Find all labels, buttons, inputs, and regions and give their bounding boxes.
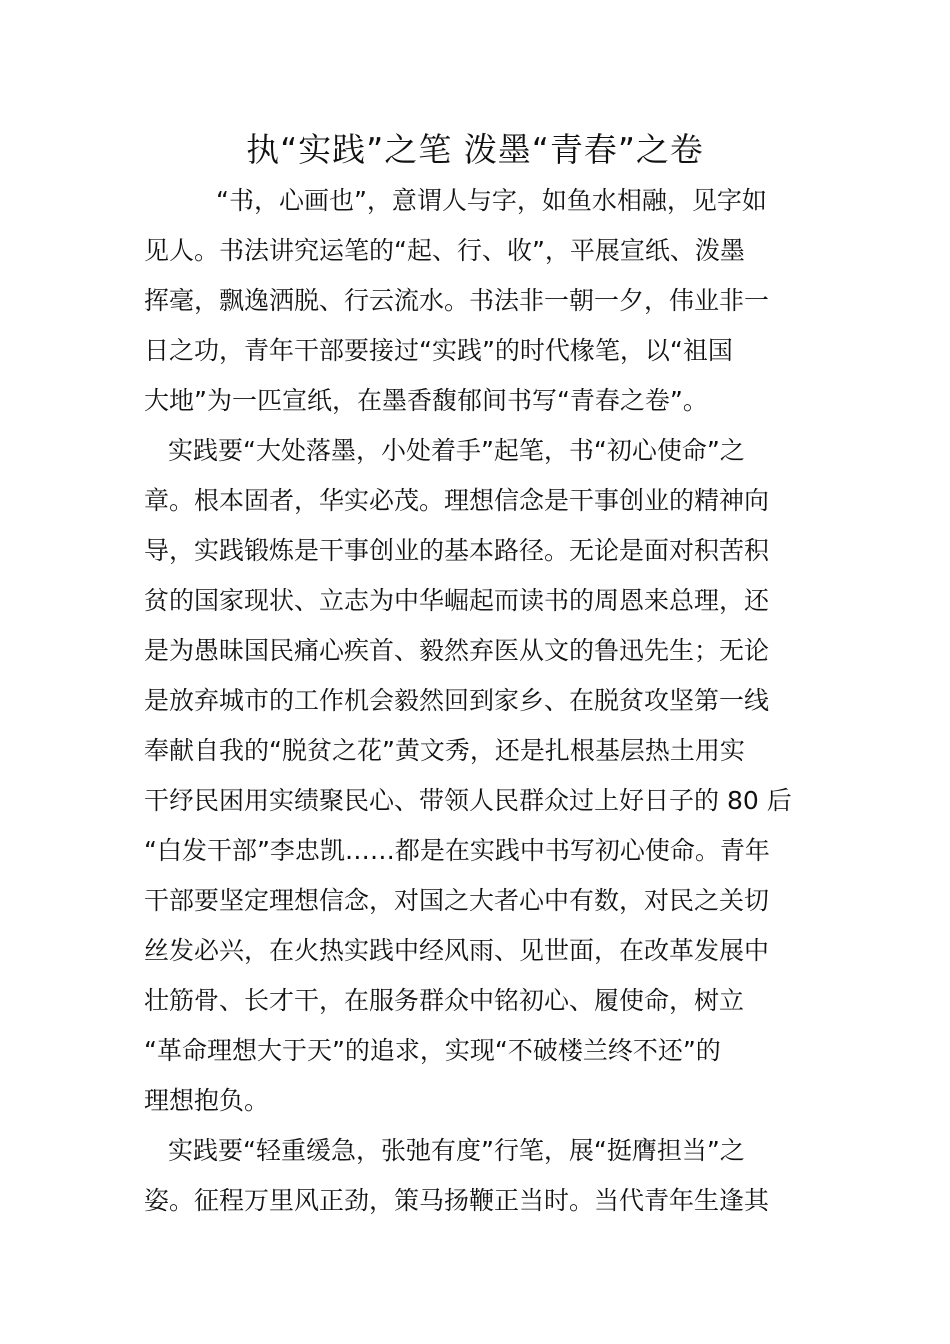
text-line: 贫的国家现状、立志为中华崛起而读书的周恩来总理，还 xyxy=(144,586,770,615)
text-line: 见人。书法讲究运笔的“起、行、收”，平展宣纸、泼墨 xyxy=(144,236,745,265)
text-line: 章。根本固者，华实必茂。理想信念是干事创业的精神向 xyxy=(144,486,770,515)
text-line: 大地”为一匹宣纸，在墨香馥郁间书写“青春之卷”。 xyxy=(144,386,708,415)
document-body xyxy=(144,176,809,1226)
text-line: 理想抱负。 xyxy=(144,1086,270,1115)
text-line: “革命理想大于天”的追求，实现“不破楼兰终不还”的 xyxy=(144,1036,721,1065)
text-line: 姿。征程万里风正劲，策马扬鞭正当时。当代青年生逢其 xyxy=(144,1186,770,1215)
text-line: 实践要“大处落墨，小处着手”起笔，书“初心使命”之 xyxy=(168,436,745,465)
text-line: 是为愚昧国民痛心疾首、毅然弃医从文的鲁迅先生；无论 xyxy=(144,636,770,665)
text-line: “书，心画也”，意谓人与字，如鱼水相融，见字如 xyxy=(216,186,767,215)
text-line: 实践要“轻重缓急，张弛有度”行笔，展“挺膺担当”之 xyxy=(168,1136,745,1165)
text-line: 挥毫，飘逸洒脱、行云流水。书法非一朝一夕，伟业非一 xyxy=(144,286,770,315)
text-line: 干纾民困用实绩聚民心、带领人民群众过上好日子的 80 后 xyxy=(144,786,792,815)
text-line: 干部要坚定理想信念，对国之大者心中有数，对民之关切 xyxy=(144,886,770,915)
text-line: 壮筋骨、长才干，在服务群众中铭初心、履使命，树立 xyxy=(144,986,745,1015)
text-line: 是放弃城市的工作机会毅然回到家乡、在脱贫攻坚第一线 xyxy=(144,686,770,715)
page-title: 执“实践”之笔 泼墨“青春”之卷 xyxy=(246,130,704,169)
text-line: “白发干部”李忠凯……都是在实践中书写初心使命。青年 xyxy=(144,836,770,865)
text-line: 奉献自我的“脱贫之花”黄文秀，还是扎根基层热土用实 xyxy=(144,736,745,765)
text-line: 日之功，青年干部要接过“实践”的时代椽笔，以“祖国 xyxy=(144,336,733,365)
text-line: 丝发必兴，在火热实践中经风雨、见世面，在改革发展中 xyxy=(144,936,770,965)
text-line: 导，实践锻炼是干事创业的基本路径。无论是面对积苦积 xyxy=(144,536,770,565)
